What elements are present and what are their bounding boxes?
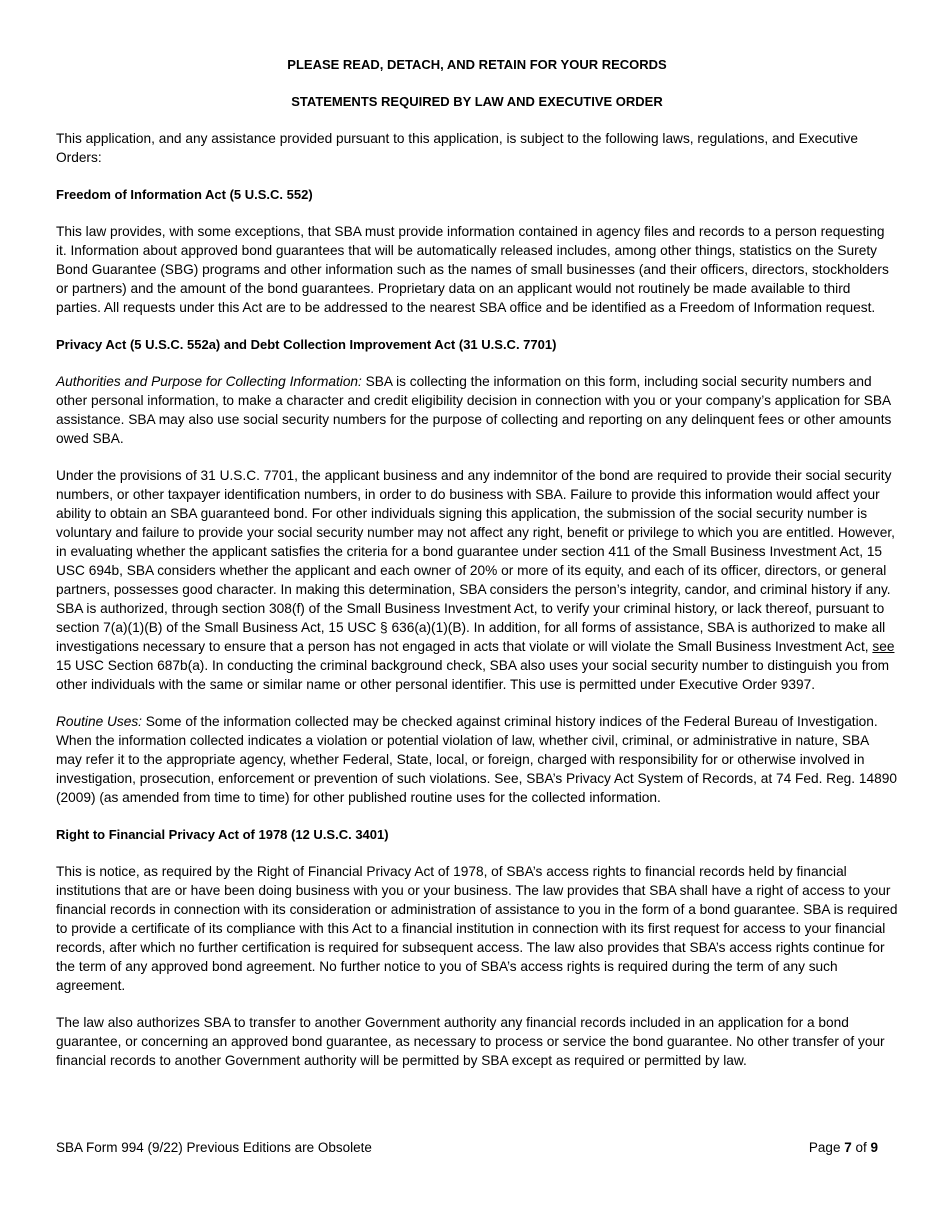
document-page [56, 55, 898, 1088]
privacy-routine-paragraph [56, 712, 898, 807]
foia-heading: Freedom of Information Act (5 U.S.C. 552) [56, 187, 313, 202]
form-label: SBA Form 994 (9/22) Previous Editions are Obsolete [56, 1140, 372, 1155]
provisions-see: see [872, 639, 895, 654]
rfpa-paragraph-2: The law also authorizes SBA to transfer to another Government authority any financial records included in an application for a bond guarantee, or concerning an approved bond guarantee, as necessary to process or service the bond guarantee. No other transfer of your financial records to another Government authority will be permitted by SBA except as required or permitted by law. [56, 1015, 885, 1068]
page-title: PLEASE READ, DETACH, AND RETAIN FOR YOUR RECORDS [287, 57, 667, 72]
intro-paragraph: This application, and any assistance provided pursuant to this application, is subject to the following laws, regulations, and Executive Orders: [56, 131, 858, 165]
rfpa-heading: Right to Financial Privacy Act of 1978 (12 U.S.C. 3401) [56, 827, 389, 842]
privacy-provisions-paragraph [56, 466, 898, 694]
privacy-heading: Privacy Act (5 U.S.C. 552a) and Debt Collection Improvement Act (31 U.S.C. 7701) [56, 337, 557, 352]
routine-label: Routine Uses: [56, 714, 142, 729]
rfpa-paragraph-1: This is notice, as required by the Right of Financial Privacy Act of 1978, of SBA’s access rights to financial records held by financial institutions that are or have been doing business with you or your business. The law provides that SBA shall have a right of access to your financial records in connection with its consideration or administration of assistance to you in the form of a bond guarantee. SBA is required to provide a certificate of its compliance with this Act to a financial institution in connection with its first request for access to your financial records, after which no further certification is required for subsequent access. The law also provides that SBA’s access rights continue for the term of any approved bond agreement. No further notice to you of SBA’s access rights is required during the term of any such agreement. [56, 864, 898, 993]
page-current: 7 [844, 1140, 852, 1155]
page-total: 9 [870, 1140, 878, 1155]
page-of: of [851, 1140, 871, 1155]
foia-paragraph: This law provides, with some exceptions, that SBA must provide information contained in agency files and records to a person requesting it. Information about approved bond guarantees that will be automatically released includes, among other things, statistics on the Surety Bond Guarantee (SBG) programs and other information such as the names of small businesses (and their officers, directors, stockholders or partners) and the amount of the bond guarantees. Proprietary data on an applicant would not routinely be made available to third parties. All requests under this Act are to be addressed to the nearest SBA office and be identified as a Freedom of Information request. [56, 224, 889, 315]
page-subtitle: STATEMENTS REQUIRED BY LAW AND EXECUTIVE ORDER [291, 94, 663, 109]
page-word: Page [808, 1140, 845, 1155]
authorities-body: SBA is collecting the information on this form, including social security numbers and other personal information, to make a character and credit eligibility decision in connection with you or your company’s application for SBA assistance. SBA may also use social security numbers for the purpose of collecting and reporting on any delinquent fees or other amounts owed SBA. [56, 374, 892, 446]
authorities-label: Authorities and Purpose for Collecting Information: [56, 374, 362, 389]
routine-body: Some of the information collected may be checked against criminal history indices of the Federal Bureau of Investigation. When the information collected indicates a violation or potential violation of law, whether civil, criminal, or administrative in nature, SBA may refer it to the appropriate agency, whether Federal, State, local, or foreign, charged with responsibility for or otherwise involved in investigation, prosecution, enforcement or prevention of such violations. See, SBA’s Privacy Act System of Records, at 74 Fed. Reg. 14890 (2009) (as amended from time to time) for other published routine uses for the collected information. [56, 714, 897, 805]
privacy-authorities-paragraph [56, 372, 898, 448]
provisions-part2: 15 USC Section 687b(a). In conducting the criminal background check, SBA also uses your social security number to distinguish you from other individuals with the same or similar name or other personal identifier. This use is permitted under Executive Order 9397. [56, 658, 890, 692]
page-number [809, 1138, 878, 1157]
provisions-part1: Under the provisions of 31 U.S.C. 7701, the applicant business and any indemnitor of the bond are required to provide their social security numbers, or other taxpayer identification numbers, in order to do business with SBA. Failure to provide this information would affect your ability to obtain an SBA guaranteed bond. For other individuals signing this application, the submission of the social security number is voluntary and failure to provide your social security number may not affect any right, benefit or privilege to which you are entitled. However, in evaluating whether the applicant satisfies the criteria for a bond guarantee under section 411 of the Small Business Investment Act, 15 USC 694b, SBA considers whether the applicant and each owner of 20% or more of its equity, and each of its officer, directors, or general partners, possesses good character. In making this determination, SBA considers the person’s integrity, candor, and criminal history if any. SBA is authorized, through section 308(f) of the Small Business Investment Act, to verify your criminal history, or lack thereof, pursuant to section 7(a)(1)(B) of the Small Business Act, 15 USC § 636(a)(1)(B). In addition, for all forms of assistance, SBA is authorized to make all investigations necessary to ensure that a person has not engaged in acts that violate or will violate the Small Business Investment Act, [56, 468, 895, 654]
